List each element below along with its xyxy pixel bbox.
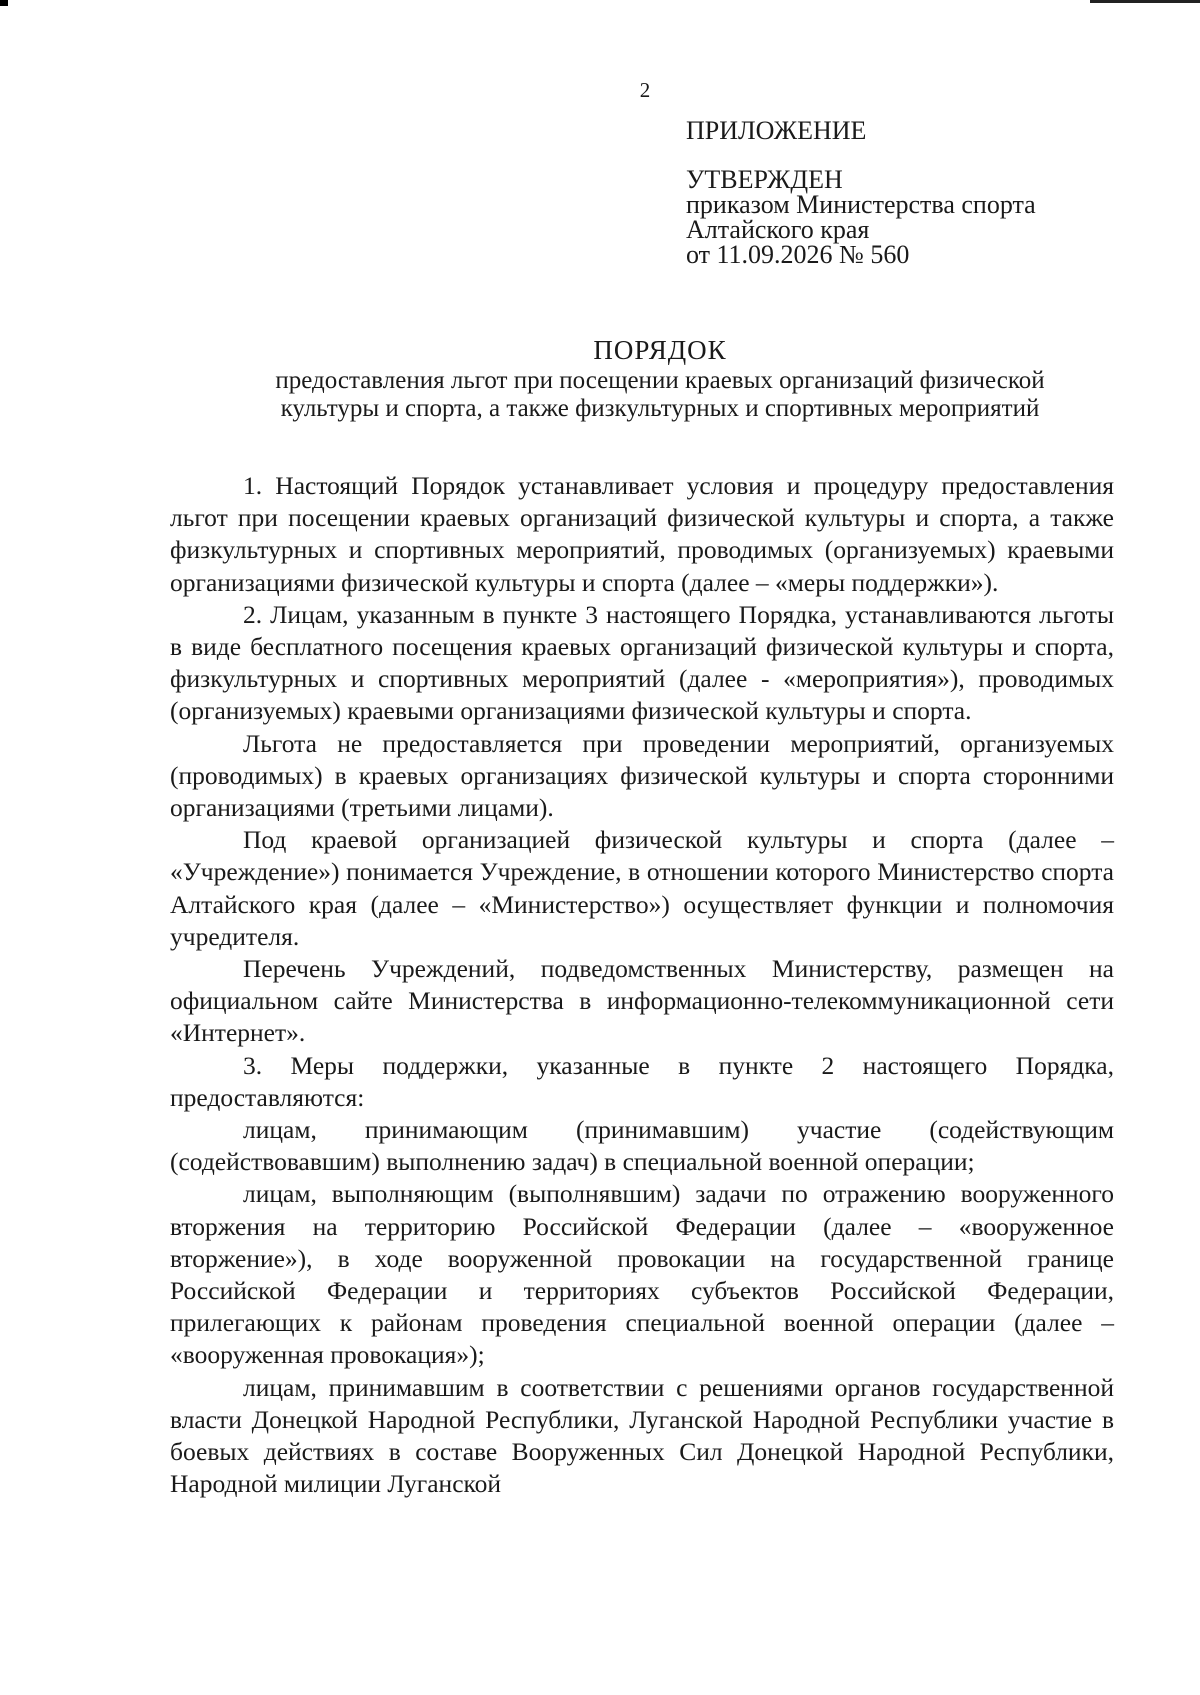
scan-edge-mark-right [1090, 0, 1200, 3]
approval-block [686, 118, 1036, 267]
paragraph: 1. Настоящий Порядок устанавливает условия и процедуру предоставления льгот при посещении краевых организаций физической культуры и спорта, а также физкультурных и спортивных мероприятий, проводимых (организуемых) краевыми организациями физической культуры и спорта (далее – «меры поддержки»). [170, 471, 1114, 597]
paragraph: Под краевой организацией физической культуры и спорта (далее – «Учреждение») понимается Учреждение, в отношении которого Министерство спорта Алтайского края (далее – «Министерство») осуществляет функции и полномочия учредителя. [170, 825, 1114, 951]
document-subtitle-line-2: культуры и спорта, а также физкультурных и спортивных мероприятий [280, 395, 1040, 422]
paragraph: лицам, принимавшим в соответствии с решениями органов государственной власти Донецкой Народной Республики, Луганской Народной Республики участие в боевых действиях в составе Вооруженных Сил Донецкой Народной Республики, Народной милиции Луганской [170, 1372, 1114, 1499]
scan-edge-mark-left [0, 0, 8, 6]
document-subtitle-line-1: предоставления льгот при посещении краевых организаций физической [275, 367, 1045, 394]
approved-label: УТВЕРЖДЕН [686, 165, 843, 194]
appendix-label: ПРИЛОЖЕНИЕ [686, 116, 867, 145]
paragraph: Льгота не предоставляется при проведении мероприятий, организуемых (проводимых) в краевых организациях физической культуры и спорта сторонними организациями (третьими лицами). [170, 728, 1114, 823]
approved-by-line-2: Алтайского края [686, 215, 870, 244]
document-heading [170, 333, 1150, 423]
paragraph: Перечень Учреждений, подведомственных Министерству, размещен на официальном сайте Министерства в информационно-телекоммуникационной сети «Интернет». [170, 954, 1114, 1048]
paragraph: лицам, принимающим (принимавшим) участие (содействующим (содействовавшим) выполнению задач) в специальной военной операции; [170, 1115, 1114, 1177]
document-title: ПОРЯДОК [593, 335, 727, 365]
document-body [170, 470, 1114, 1501]
approved-date-number: от 11.09.2026 № 560 [686, 240, 910, 269]
paragraph: 2. Лицам, указанным в пункте 3 настоящего Порядка, устанавливаются льготы в виде бесплатного посещения краевых организаций физической культуры и спорта, физкультурных и спортивных мероприятий (далее - «мероприятия»), проводимых (организуемых) краевыми организациями физической культуры и спорта. [170, 599, 1114, 726]
paragraph: лицам, выполняющим (выполнявшим) задачи по отражению вооруженного вторжения на территорию Российской Федерации (далее – «вооруженное вторжение»), в ходе вооруженной провокации на государственной границе Российской Федерации и территориях субъектов Российской Федерации, прилегающих к районам проведения специальной военной операции (далее – «вооруженная провокация»); [170, 1179, 1114, 1370]
approved-by-line-1: приказом Министерства спорта [686, 190, 1036, 219]
page-number: 2 [639, 78, 651, 102]
paragraph: 3. Меры поддержки, указанные в пункте 2 настоящего Порядка, предоставляются: [170, 1050, 1114, 1112]
